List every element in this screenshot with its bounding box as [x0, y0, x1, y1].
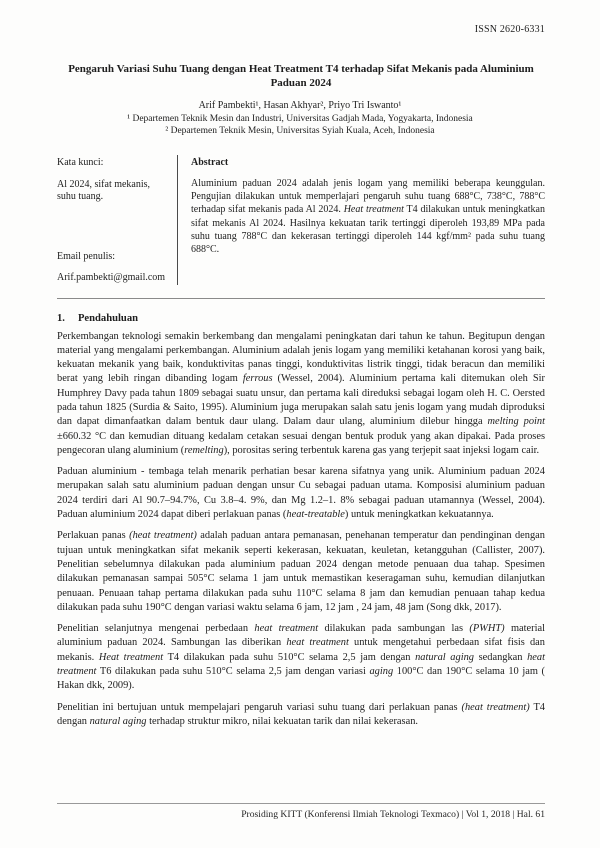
section-divider-rule	[57, 298, 545, 299]
keywords-label: Kata kunci:	[57, 157, 104, 168]
abstract-text: Aluminium paduan 2024 adalah jenis logam yang memiliki beberapa keunggulan. Pengujian dilakukan untuk memperlajari pengaruh suhu tuang 688°C, 738°C, 788°C terhadap sifat mekanis pada Al 2024. Heat treatment T4 dilakukan untuk meningkatkan sifat mekanis Al 2024. Hasilnya kekuatan tarik tertinggi diperoleh 193,89 MPa pada suhu tuang 788°C dan kekerasan tertinggi diperoleh 144 kgf/mm² pada suhu tuang 688°C.	[191, 178, 545, 256]
affiliation-2: ² Departemen Teknik Mesin, Universitas Syiah Kuala, Aceh, Indonesia	[165, 126, 435, 136]
section-number: 1.	[57, 312, 65, 324]
paragraph-4: Penelitian selanjutnya mengenai perbedaan heat treatment dilakukan pada sambungan las (PWHT) material aluminium paduan 2024. Sambungan las diberikan heat treatment untuk mengetahui perbedaan sifat fisis dan mekanis. Heat treatment T4 dilakukan pada suhu 510°C selama 2,5 jam dengan natural aging sedangkan heat treatment T6 dilakukan pada suhu 510°C selama 2,5 jam dengan variasi aging 100°C dan 190°C selama 10 jam ( Hakan dkk, 2009).	[57, 623, 546, 692]
keywords-column	[57, 155, 177, 285]
affiliation-1: ¹ Departemen Teknik Mesin dan Industri, Universitas Gadjah Mada, Yogyakarta, Indonesia	[127, 114, 473, 124]
paragraph-5: Penelitian ini bertujuan untuk mempelajari pengaruh variasi suhu tuang dari perlakuan panas (heat treatment) T4 dengan natural aging terhadap struktur mikro, nilai kekuatan tarik dan nilai kekerasan.	[57, 701, 545, 727]
abstract-block	[57, 155, 545, 285]
abstract-heading: Abstract	[191, 157, 229, 168]
section-heading	[57, 313, 545, 324]
section-title: Pendahuluan	[77, 312, 139, 324]
authors-line: Arif Pambekti¹, Hasan Akhyar², Priyo Tri Iswanto¹	[198, 100, 402, 111]
abstract-column	[178, 155, 545, 285]
paragraph-1: Perkembangan teknologi semakin berkembang dan mengalami peningkatan dari tahun ke tahun. Begitupun dengan material yang mengalami perkembangan. Aluminium adalah jenis logam yang memiliki ketahanan korosi yang baik, kekuatan mekanik yang baik, konduktivitas panas tinggi, konduktivitas listrik tinggi, tidak beracun dan memiliki berat yang lebih ringan dibanding logam ferrous (Wessel, 2004). Aluminium pertama kali ditemukan oleh Sir Humphrey Davy pada tahun 1809 sebagai suatu unsur, dan pertama kali direduksi sebagai logam oleh H. C. Oersted pada tahun 1825 (Surdia & Saito, 1995). Aluminium juga merupakan salah satu jenis logam yang mudah diproduksi dan dapat dimanfaatkan dalam bentuk daur ulang. Dalam daur ulang, aluminium dilebur hingga melting point ±660.32 °C dan kemudian dituang kedalam cetakan sesuai dengan bentuk produk yang akan dipakai. Pada proses pengecoran ulang aluminium (remelting), porositas sering terbentuk karena gas yang terjepit saat injeksi logam cair.	[57, 330, 545, 456]
issn-number: ISSN 2620-6331	[474, 24, 545, 35]
paper-title: Pengaruh Variasi Suhu Tuang dengan Heat Treatment T4 terhadap Sifat Mekanis pada Aluminium Paduan 2024	[68, 63, 534, 89]
paragraph-3: Perlakuan panas (heat treatment) adalah paduan antara pemanasan, penehanan temperatur dan pendinginan dengan tujuan untuk meningkatkan sifat mekanik seperti kekerasan, kekuatan, keuletan, ketangguhan (Callister, 2007). Penelitian sebelumnya dilakukan pada aluminium paduan 2024 dengan metode penuaan dua tahap. Spesimen dilakukan pemanasan sampai 505°C selama 1 jam untuk memastikan keseragaman suhu, kemudian dilanjutkan penuaan. Penuaan tahap pertama dilakukan pada suhu 110°C selama 8 jam dan kemudian penuaan tahap kedua dilakukan pada suhu 190°C dengan variasi waktu selama 6 jam, 12 jam , 24 jam, 48 jam (Song dkk, 2017).	[57, 530, 545, 613]
page-footer	[57, 803, 545, 820]
footer-text: Prosiding KITT (Konferensi Ilmiah Teknologi Texmaco) | Vol 1, 2018 | Hal. 61	[241, 809, 545, 820]
email-label: Email penulis:	[57, 250, 116, 262]
paragraph-2: Paduan aluminium - tembaga telah menarik perhatian besar karena sifatnya yang unik. Aluminium paduan 2024 merupakan salah satu aluminium paduan dengan unsur Cu sebagai paduan utama. Komposisi aluminium paduan 2024 terdiri dari Al 90.7–94.7%, Cu 3.8–4. 9%, dan Mg 1.2–1. 8% sebagai paduan utamannya (Wessel, 2004). Paduan aluminium 2024 dapat diberi perlakuan panas (heat-treatable) untuk meningkatkan kekuatannya.	[57, 466, 545, 521]
email-address: Arif.pambekti@gmail.com	[57, 272, 166, 283]
keywords-text: Al 2024, sifat mekanis, suhu tuang.	[57, 178, 151, 202]
